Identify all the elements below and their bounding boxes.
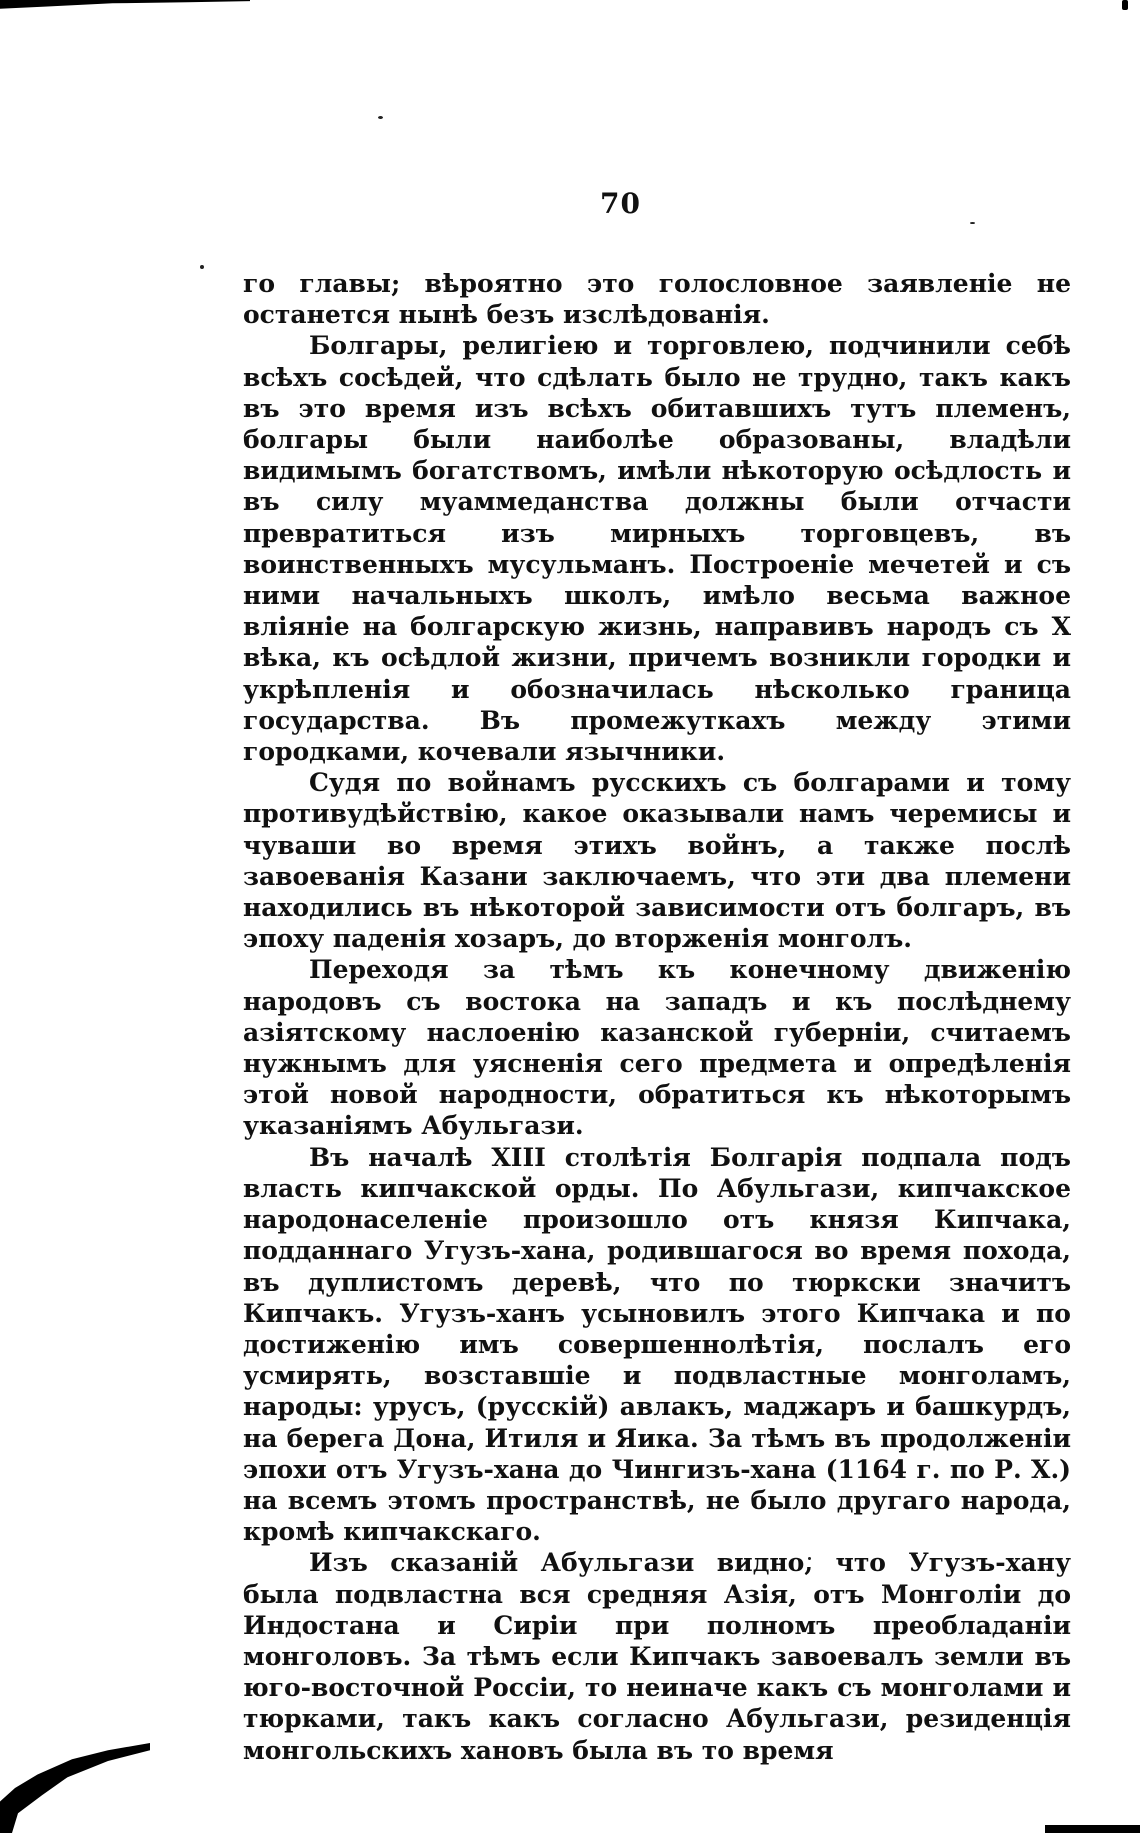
print-speck <box>378 116 383 119</box>
paragraph-bulgars-religion-trade: Болгары, религіею и торговлею, подчинили себѣ всѣхъ сосѣдей, что сдѣлать было не трудно, такъ какъ въ это время изъ всѣхъ обитавшихъ тутъ племенъ, болгары были наиболѣе образованы, владѣли видимымъ богатствомъ, имѣли нѣкоторую осѣдлость и въ силу муаммеданства должны были отчасти превратиться изъ мирныхъ торговцевъ, въ воинственныхъ мусульманъ. Построеніе мечетей и съ ними начальныхъ школъ, имѣло весьма важное вліяніе на болгарскую жизнь, направивъ народъ съ X вѣка, къ осѣдлой жизни, причемъ возникли городки и укрѣпленія и обозначилась нѣсколько граница государства. Въ промежуткахъ между этими городками, кочевали язычники. <box>243 331 1071 767</box>
print-speck <box>200 265 204 269</box>
scan-edge-shadow-bottom-left <box>0 1743 150 1833</box>
paragraph-movement-of-peoples: Переходя за тѣмъ къ конечному движенію народовъ съ востока на западъ и къ послѣднему азіятскому наслоенію казанской губерніи, считаемъ нужнымъ для уясненія сего предмета и опредѣленія этой новой народности, обратиться къ нѣкоторымъ указаніямъ Абульгази. <box>243 955 1071 1141</box>
paragraph-abulgazi-legends: Изъ сказаній Абульгази видно, что Угузъ-хану была подвластна вся средняя Азія, отъ Монголіи до Индостана и Сиріи при полномъ преобладаніи монголовъ. За тѣмъ если Кипчакъ завоевалъ земли въ юго-восточной Россіи, то неиначе какъ съ монголами и тюрками, такъ какъ согласно Абульгази, резиденція монгольскихъ хановъ была въ то время <box>243 1548 1071 1765</box>
scan-edge-mark-top-right <box>1122 0 1128 10</box>
paragraph-kipchak-horde: Въ началѣ XIII столѣтія Болгарія подпала подъ власть кипчакской орды. По Абульгази, кипчакское народонаселеніе произошло отъ князя Кипчака, подданнаго Угузъ-хана, родившагося во время похода, въ дуплистомъ деревѣ, что по тюркски значитъ Кипчакъ. Угузъ-ханъ усыновилъ этого Кипчака и по достиженію имъ совершеннолѣтія, послалъ его усмирять, возставшіе и подвластные монголамъ, народы: урусъ, (русскій) авлакъ, маджаръ и башкурдъ, на берега Дона, Итиля и Яика. За тѣмъ въ продолженіи эпохи отъ Угузъ-хана до Чингизъ-хана (1164 г. по Р. Х.) на всемъ этомъ пространствѣ, не было другаго народа, кромѣ кипчакскаго. <box>243 1142 1071 1547</box>
page-number: 70 <box>600 187 641 220</box>
print-speck <box>970 222 975 224</box>
scan-edge-shadow-top-left <box>0 0 250 22</box>
paragraph-continuation: го главы; вѣроятно это голословное заявленіе не останется нынѣ безъ изслѣдованія. <box>243 269 1071 330</box>
scan-edge-mark-bottom-right <box>1045 1825 1140 1833</box>
paragraph-wars-russians: Судя по войнамъ русскихъ съ болгарами и тому противудѣйствію, какое оказывали намъ черемисы и чуваши во время этихъ войнъ, а также послѣ завоеванія Казани заключаемъ, что эти два племени находились въ нѣкоторой зависимости отъ болгаръ, въ эпоху паденія хозаръ, до вторженія монголъ. <box>243 768 1071 954</box>
body-text <box>243 268 1071 1766</box>
